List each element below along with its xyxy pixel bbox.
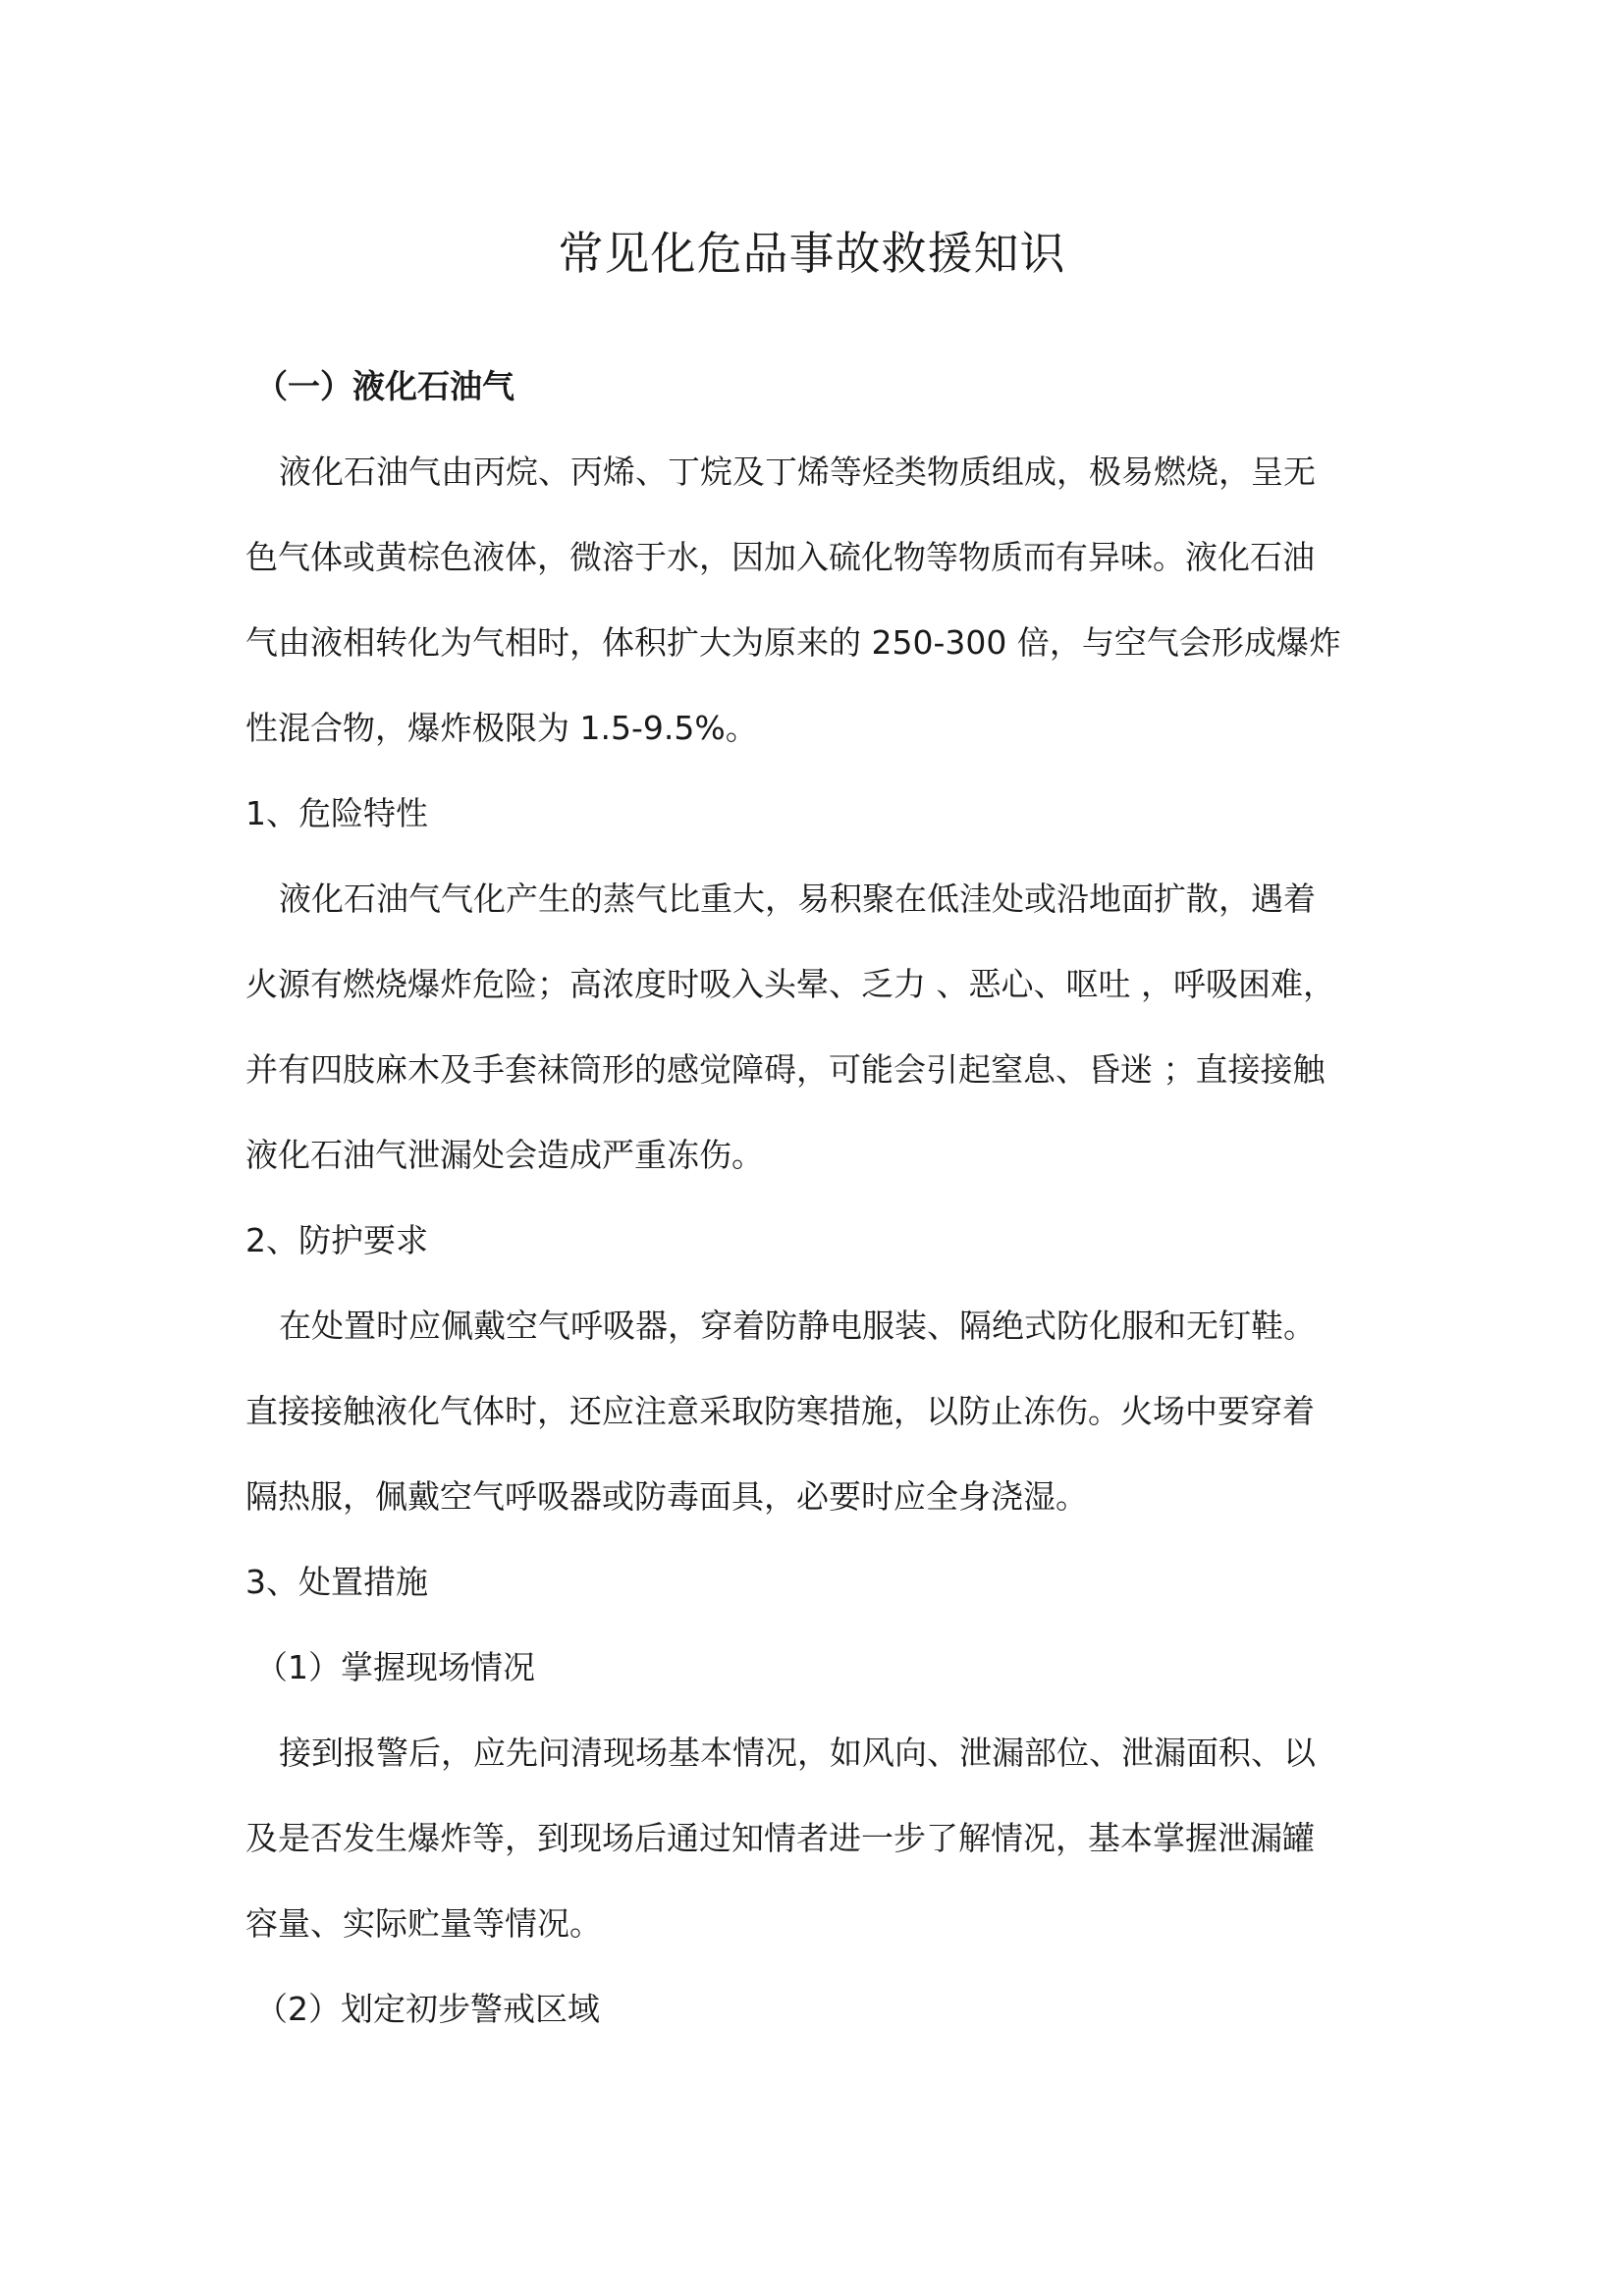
paragraph-line: 及是否发生爆炸等，到现场后通过知情者进一步了解情况，基本掌握泄漏罐 — [245, 1819, 1315, 1857]
paragraph-line: 液化石油气泄漏处会造成严重冻伤。 — [245, 1136, 764, 1174]
measure2-heading: （2）划定初步警戒区域 — [255, 1990, 600, 2028]
paragraph-line: 容量、实际贮量等情况。 — [245, 1904, 602, 1943]
paragraph-line: 气由液相转化为气相时，体积扩大为原来的 250-300 倍，与空气会形成爆炸 — [245, 623, 1341, 662]
paragraph-line: 火源有燃烧爆炸危险；高浓度时吸入头晕、乏力 、恶心、呕吐 ，呼吸困难， — [245, 965, 1335, 1003]
paragraph-line: 直接接触液化气体时，还应注意采取防寒措施，以防止冻伤。火场中要穿着 — [245, 1392, 1315, 1430]
paragraph-line: 色气体或黄棕色液体，微溶于水，因加入硫化物等物质而有异味。液化石油 — [245, 538, 1315, 576]
protection-paragraph — [245, 1283, 1404, 1539]
paragraph-line: 并有四肢麻木及手套袜筒形的感觉障碍，可能会引起窒息、昏迷 ；直接接触 — [245, 1050, 1326, 1089]
hazard-paragraph — [245, 856, 1404, 1198]
paragraph-line: 在处置时应佩戴空气呼吸器，穿着防静电服装、隔绝式防化服和无钉鞋。 — [279, 1307, 1316, 1345]
document-title: 常见化危品事故救援知识 — [558, 227, 1066, 280]
paragraph-line: 性混合物，爆炸极限为 1.5-9.5%。 — [245, 709, 758, 747]
paragraph-line: 液化石油气气化产生的蒸气比重大，易积聚在低洼处或沿地面扩散，遇着 — [279, 880, 1316, 918]
protection-heading: 2、防护要求 — [245, 1221, 428, 1259]
measure1-heading: （1）掌握现场情况 — [255, 1648, 535, 1686]
paragraph-line: 接到报警后，应先问清现场基本情况，如风向、泄漏部位、泄漏面积、以 — [279, 1734, 1316, 1772]
section-heading: （一）液化石油气 — [255, 367, 514, 405]
intro-paragraph — [245, 429, 1404, 771]
paragraph-line: 液化石油气由丙烷、丙烯、丁烷及丁烯等烃类物质组成，极易燃烧，呈无 — [279, 453, 1316, 491]
paragraph-line: 隔热服，佩戴空气呼吸器或防毒面具，必要时应全身浇湿。 — [245, 1477, 1088, 1516]
document-body — [245, 344, 1404, 2052]
hazard-heading: 1、危险特性 — [245, 794, 428, 832]
measures-heading: 3、处置措施 — [245, 1563, 428, 1601]
measure1-paragraph — [245, 1710, 1404, 1966]
